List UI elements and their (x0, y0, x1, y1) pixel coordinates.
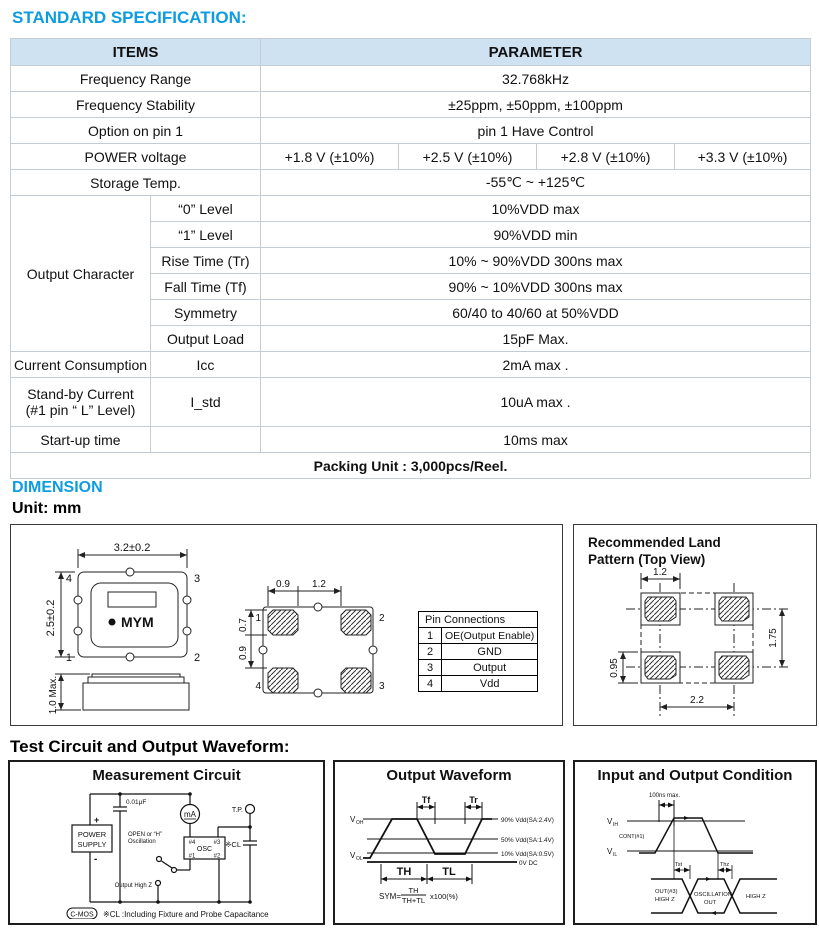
vih-sub: IH (613, 822, 618, 828)
osc-pin3: #3 (213, 840, 221, 846)
oscillation-label: OSCILLATION (694, 892, 732, 898)
tf-label: Tf (421, 795, 431, 805)
dim-pad-pitch: 1.2 (312, 579, 326, 590)
land-dim-bottom: 2.2 (690, 695, 704, 706)
pin-label-3: 3 (194, 573, 201, 585)
table-row (419, 644, 538, 660)
vih-label: V (607, 817, 613, 826)
sym-label: SYM= (379, 892, 402, 901)
value-0-level: 10%VDD max (261, 196, 811, 222)
power-supply-line2: SUPPLY (77, 840, 107, 849)
land-dim-right: 1.75 (768, 628, 779, 648)
dimension-drawing-box (10, 524, 563, 726)
bottom-pin-2: 2 (379, 613, 385, 624)
land-title-line2: Pattern (Top View) (588, 552, 706, 567)
sub-rise-time: Rise Time (Tr) (151, 248, 261, 274)
minus-label: - (94, 854, 98, 865)
cl-label: ※CL (225, 840, 241, 849)
measurement-circuit-title: Measurement Circuit (92, 767, 241, 784)
osc-label: OSC (196, 846, 213, 853)
measurement-circuit-box (8, 760, 325, 925)
value-symmetry: 60/40 to 40/60 at 50%VDD (261, 300, 811, 326)
level-50-label: 50% Vdd(SA:1.4V) (501, 837, 554, 844)
dim-label-height: 2.5±0.2 (45, 599, 57, 637)
sub-symmetry: Symmetry (151, 300, 261, 326)
value-option-pin1: pin 1 Have Control (261, 118, 811, 144)
vol-sub: OL (356, 856, 363, 862)
value-1-level: 90%VDD min (261, 222, 811, 248)
table-row (11, 118, 811, 144)
table-row (419, 660, 538, 676)
level-90-label: 90% Vdd(SA:2.4V) (501, 817, 554, 824)
value-power-v3: +2.8 V (±10%) (537, 144, 675, 170)
tl-label: TL (442, 866, 456, 878)
table-row (11, 170, 811, 196)
item-output-character: Output Character (11, 196, 151, 352)
value-startup-time: 10ms max (261, 427, 811, 453)
osc-pin2: #2 (213, 853, 221, 860)
sub-fall-time: Fall Time (Tf) (151, 274, 261, 300)
output-waveform-box (333, 760, 565, 925)
tst-label: Tst (675, 862, 683, 868)
brand-marking: MYM (121, 614, 154, 630)
item-frequency-range: Frequency Range (11, 66, 261, 92)
value-power-v4: +3.3 V (±10%) (675, 144, 811, 170)
t100-label: 100ns max. (649, 793, 681, 799)
table-row (11, 92, 811, 118)
osc-pin1: #1 (188, 853, 196, 860)
item-standby-line1: Stand-by Current (27, 386, 134, 402)
cont-label: CONT(#1) (619, 834, 645, 840)
value-fall-time: 90% ~ 10%VDD 300ns max (261, 274, 811, 300)
pin-function: Output (442, 660, 538, 676)
level-0v-label: 0V DC (519, 860, 538, 867)
io-condition-drawing (575, 762, 811, 919)
dim-pad-gap: 0.9 (238, 646, 249, 660)
voh-sub: OH (356, 820, 364, 826)
dim-pad-width: 0.9 (276, 579, 290, 590)
osc-pin4: #4 (188, 840, 196, 846)
pin-function: OE(Output Enable) (442, 628, 538, 644)
spec-header-row (11, 39, 811, 66)
pin-table-title: Pin Connections (419, 612, 538, 628)
dim-pad-height: 0.7 (238, 618, 249, 632)
spec-table (10, 38, 811, 479)
value-istd: 10uA max . (261, 378, 811, 427)
sub-istd: I_std (151, 378, 261, 427)
item-standby-line2: (#1 pin “ L” Level) (25, 402, 136, 418)
item-frequency-stability: Frequency Stability (11, 92, 261, 118)
table-row (11, 453, 811, 479)
table-row (419, 676, 538, 692)
pin-number: 3 (419, 660, 442, 676)
formula-numerator: TH (408, 886, 419, 895)
dimension-heading: DIMENSION (12, 479, 103, 496)
bottom-pin-3: 3 (379, 681, 385, 692)
out-pin3-label: OUT(#3) (655, 889, 678, 895)
vil-sub: IL (613, 852, 618, 858)
value-storage-temp: -55℃ ~ +125℃ (261, 170, 811, 196)
ammeter-label: mA (184, 810, 196, 819)
land-pattern-box (573, 524, 817, 726)
io-condition-title: Input and Output Condition (597, 767, 793, 784)
formula-denominator: TH+TL (401, 896, 426, 905)
io-condition-box (573, 760, 817, 925)
land-pattern-drawing (574, 525, 814, 723)
pin-number: 2 (419, 644, 442, 660)
oscillation-out-label: OUT (704, 900, 717, 906)
dim-label-thickness: 1.0 Max. (48, 675, 59, 715)
table-row (419, 612, 538, 628)
land-dim-left: 0.95 (609, 658, 620, 678)
cl-note: ※CL :Including Fixture and Probe Capacitance (103, 910, 269, 919)
plus-label: + (94, 815, 100, 825)
sub-1-level: “1” Level (151, 222, 261, 248)
vil-label: V (607, 847, 613, 856)
col-header-items: ITEMS (11, 39, 261, 66)
table-row (11, 352, 811, 378)
table-row (11, 66, 811, 92)
measurement-circuit-drawing (10, 762, 319, 919)
value-power-v1: +1.8 V (±10%) (261, 144, 399, 170)
value-output-load: 15pF Max. (261, 326, 811, 352)
item-current-consumption: Current Consumption (11, 352, 151, 378)
item-startup-time: Start-up time (11, 427, 151, 453)
item-power-voltage: POWER voltage (11, 144, 261, 170)
pin-function: Vdd (442, 676, 538, 692)
value-frequency-stability: ±25ppm, ±50ppm, ±100ppm (261, 92, 811, 118)
pin-connections-table (418, 611, 538, 692)
tr-label: Tr (469, 795, 478, 805)
switch-label-highz: Output High Z (114, 883, 152, 889)
table-row (11, 378, 811, 427)
land-dim-top: 1.2 (653, 567, 667, 578)
highz-right-label: HIGH Z (746, 894, 766, 900)
table-row (419, 628, 538, 644)
bottom-pin-4: 4 (255, 681, 261, 692)
sub-0-level: “0” Level (151, 196, 261, 222)
vol-label: V (350, 851, 356, 860)
value-power-v2: +2.5 V (±10%) (399, 144, 537, 170)
sub-startup-empty (151, 427, 261, 453)
output-waveform-drawing (335, 762, 559, 919)
pin-label-4: 4 (65, 573, 72, 585)
land-title-line1: Recommended Land (588, 535, 721, 550)
item-storage-temp: Storage Temp. (11, 170, 261, 196)
formula-multiplier: x100(%) (430, 892, 458, 901)
pin-label-2: 2 (194, 652, 201, 664)
power-supply-line1: POWER (77, 830, 107, 839)
spec-heading: STANDARD SPECIFICATION: (12, 8, 247, 27)
table-row (11, 196, 811, 222)
level-10-label: 10% Vdd(SA:0.5V) (501, 851, 554, 858)
voh-label: V (350, 815, 356, 824)
pin-label-1: 1 (65, 652, 72, 664)
item-standby-current (11, 378, 151, 427)
out-highz-label: HIGH Z (655, 897, 675, 903)
thz-label: Thz (720, 862, 730, 868)
switch-label-open-line1: OPEN or “H” (128, 832, 163, 838)
table-row (11, 427, 811, 453)
value-frequency-range: 32.768kHz (261, 66, 811, 92)
pin-number: 4 (419, 676, 442, 692)
col-header-parameter: PARAMETER (261, 39, 811, 66)
pin-function: GND (442, 644, 538, 660)
pin-number: 1 (419, 628, 442, 644)
capacitor-label: 0.01μF (126, 799, 147, 806)
cmos-label: C-MOS (70, 911, 94, 919)
test-point-label: T.P. (231, 807, 243, 814)
dim-label-width: 3.2±0.2 (113, 542, 151, 554)
sub-output-load: Output Load (151, 326, 261, 352)
bottom-pin-1: 1 (255, 613, 261, 624)
th-label: TH (396, 866, 412, 878)
value-icc: 2mA max . (261, 352, 811, 378)
packing-unit: Packing Unit : 3,000pcs/Reel. (11, 453, 811, 479)
unit-label: Unit: mm (12, 500, 82, 517)
test-heading: Test Circuit and Output Waveform: (10, 737, 290, 756)
item-option-pin1: Option on pin 1 (11, 118, 261, 144)
sub-icc: Icc (151, 352, 261, 378)
output-waveform-title: Output Waveform (386, 767, 512, 784)
value-rise-time: 10% ~ 90%VDD 300ns max (261, 248, 811, 274)
table-row (11, 144, 811, 170)
switch-label-open-line2: Oscillation (128, 839, 156, 845)
